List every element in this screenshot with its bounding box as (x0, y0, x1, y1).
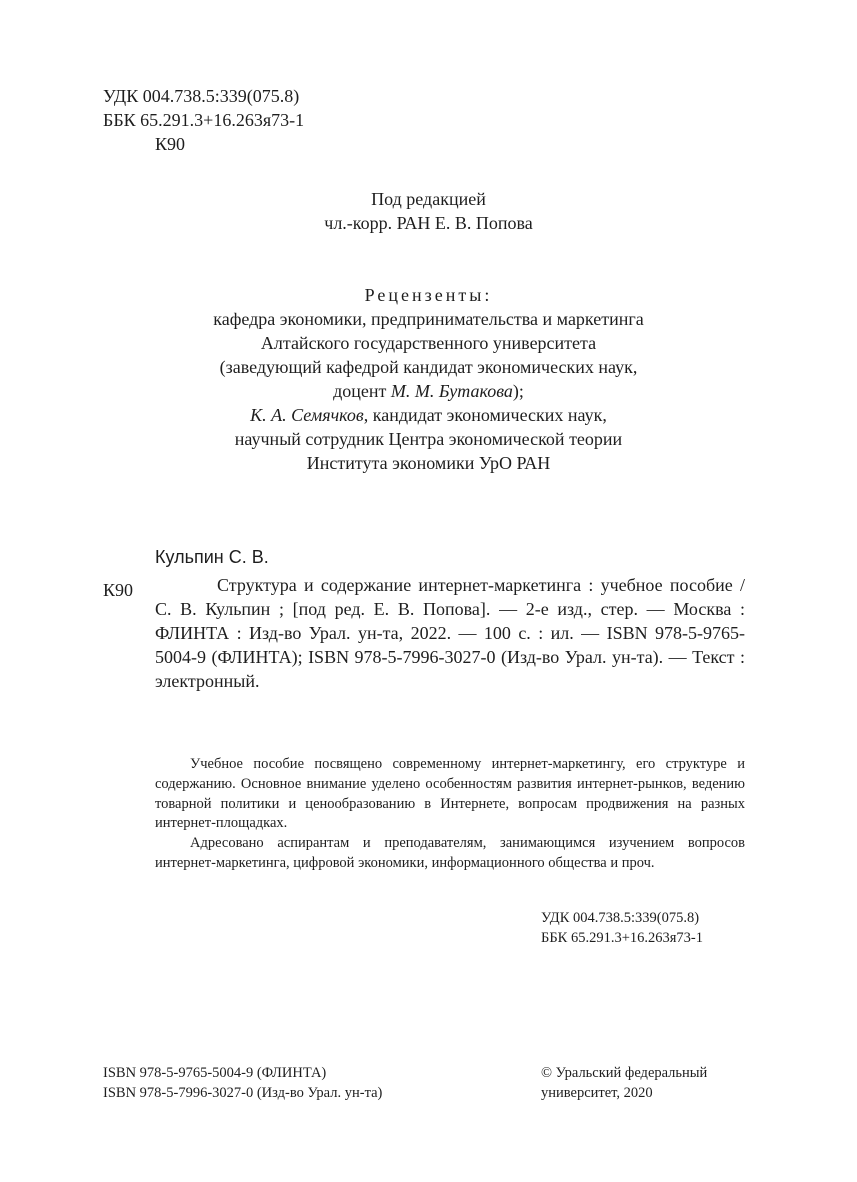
reviewers-heading: Рецензенты: (364, 285, 493, 305)
reviewers-block (0, 283, 857, 475)
reviewer-suffix: ); (512, 381, 524, 401)
author-mark: К90 (155, 134, 186, 154)
abstract-paragraph: Адресовано аспирантам и преподавателям, занимающимся изучением вопросов интернет-маркетинга, цифровой экономики, информационного общества и проч. (155, 835, 745, 871)
reviewer-line (0, 379, 857, 403)
udk-code: УДК 004.738.5:339(075.8) (541, 910, 700, 926)
reviewer-name: К. А. Семячков (250, 405, 364, 425)
isbn-line: ISBN 978-5-7996-3027-0 (Изд-во Урал. ун-та) (103, 1085, 383, 1101)
reviewer-title: доцент (333, 381, 391, 401)
record-author-mark: К90 (103, 580, 134, 600)
editor-label: Под редакцией (371, 189, 486, 209)
reviewer-degree: , кандидат экономических наук, (363, 405, 607, 425)
bibliographic-description: Структура и содержание интернет-маркетинга : учебное пособие / С. В. Кульпин ; [под ред. Е. В. Попова]. — 2-е изд., стер. — Москва : ФЛИНТА : Изд-во Урал. ун-та, 2022. — 100 с. : ил. — ISBN 978-5-9765-5004-9 (ФЛИНТА); ISBN 978-5-7996-3027-0 (Изд-во Урал. ун-та). — Текст : электронный. (155, 575, 745, 691)
classification-codes-bottom (541, 908, 703, 948)
abstract (155, 755, 745, 874)
reviewer-line: научный сотрудник Центра экономической теории (234, 429, 623, 449)
copyright-line: © Уральский федеральный (541, 1065, 708, 1081)
classification-codes-top (103, 84, 304, 156)
record-author: Кульпин С. В. (155, 547, 269, 567)
copyright-line: университет, 2020 (541, 1085, 653, 1101)
isbn-line: ISBN 978-5-9765-5004-9 (ФЛИНТА) (103, 1065, 327, 1081)
reviewer-line: (заведующий кафедрой кандидат экономических наук, (219, 357, 638, 377)
reviewer-name: М. М. Бутакова (390, 381, 513, 401)
udk-code: УДК 004.738.5:339(075.8) (103, 86, 300, 106)
reviewer-line: кафедра экономики, предпринимательства и маркетинга (213, 309, 644, 329)
copyright-notice (541, 1063, 707, 1103)
bbk-code: ББК 65.291.3+16.263я73-1 (103, 110, 305, 130)
bbk-code: ББК 65.291.3+16.263я73-1 (541, 930, 703, 946)
reviewer-line: Алтайского государственного университета (260, 333, 597, 353)
editor-block (0, 187, 857, 235)
abstract-paragraph: Учебное пособие посвящено современному интернет-маркетингу, его структуре и содержанию. Основное внимание уделено особенностям развития интернет-рынков, ведению товарной политики и ценообразованию в Интернете, вопросам продвижения на разных интернет-площадках. (155, 756, 745, 832)
reviewer-line: Института экономики УрО РАН (306, 453, 551, 473)
isbn-block (103, 1063, 382, 1103)
reviewer-line (0, 403, 857, 427)
editor-name: чл.-корр. РАН Е. В. Попова (324, 213, 533, 233)
